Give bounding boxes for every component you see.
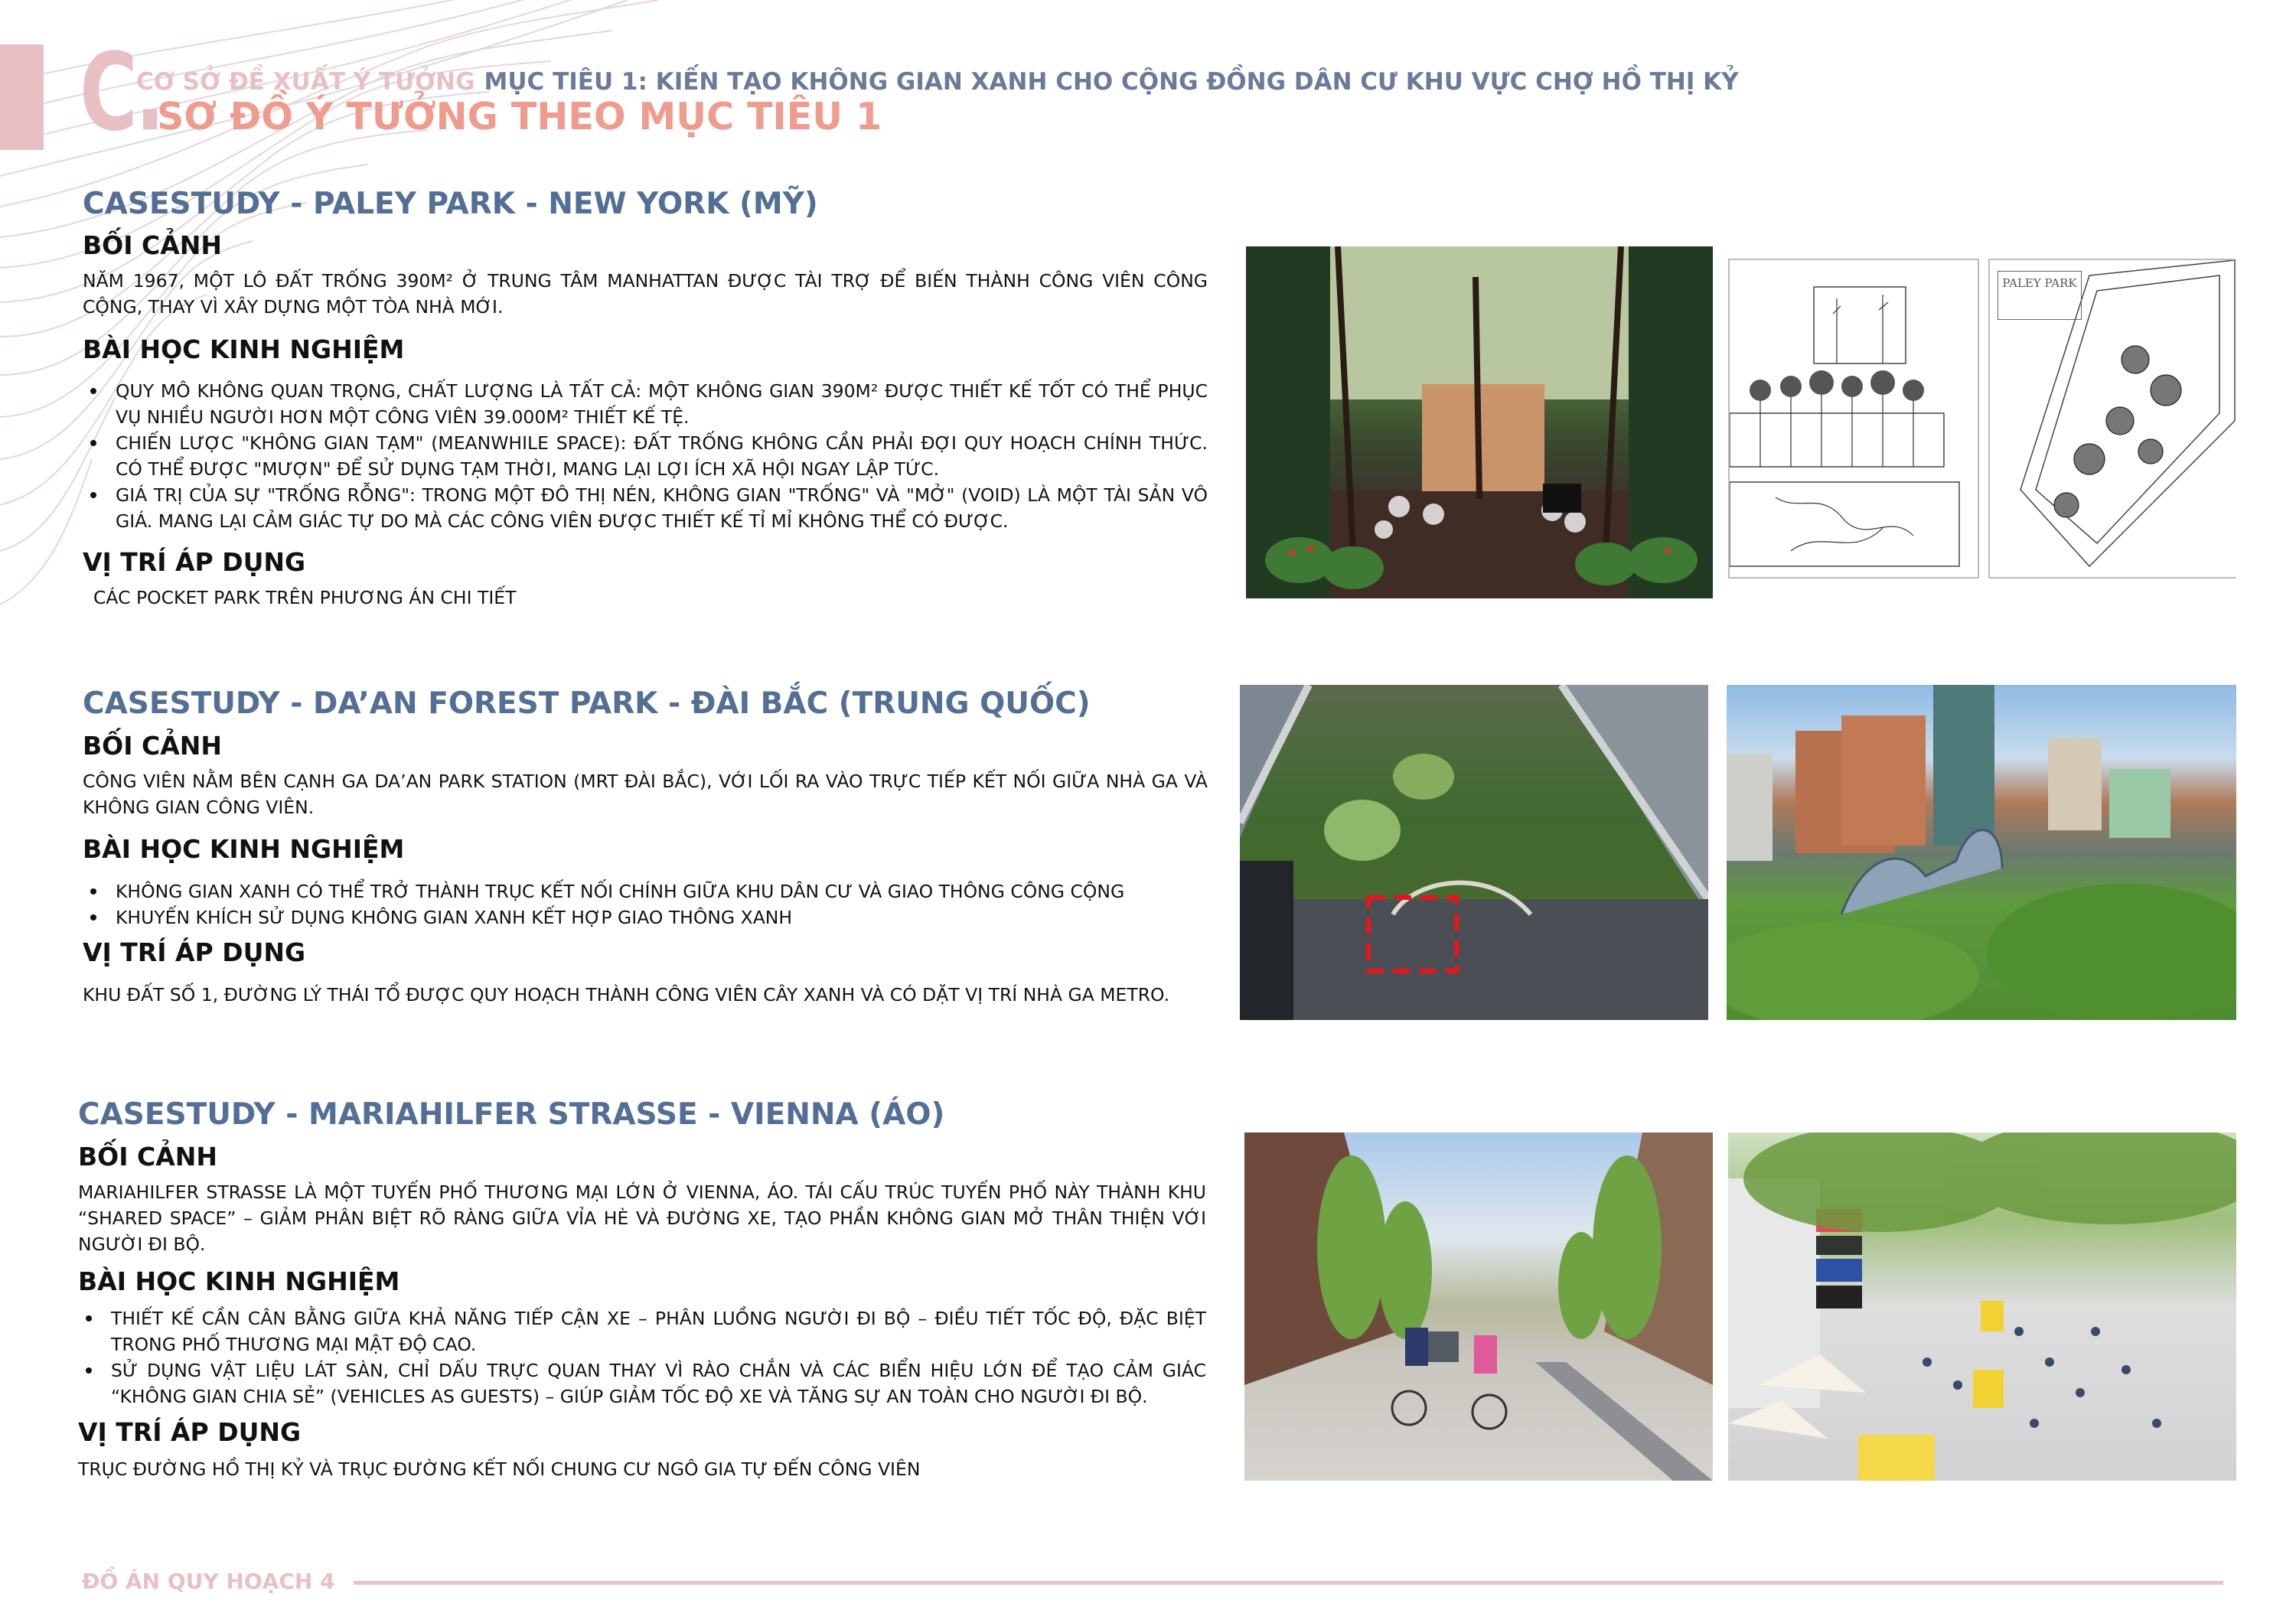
case-heading: CASESTUDY - PALEY PARK - NEW YORK (MỸ) — [83, 187, 818, 221]
mariahilfer-cyclists-photo — [1244, 1133, 1713, 1481]
street-crowd-illustration — [1728, 1133, 2236, 1481]
context-text: NĂM 1967, MỘT LÔ ĐẤT TRỐNG 390M² Ở TRUNG TÂM MANHATTAN ĐƯỢC TÀI TRỢ ĐỂ BIẾN THÀNH CÔNG VIÊN CÔNG CỘNG, THAY VÌ XÂY DỰNG MỘT TÒA NHÀ MỚI. — [83, 270, 1208, 318]
footer-project-label: ĐỒ ÁN QUY HOẠCH 4 — [82, 1569, 335, 1594]
paley-park-photo — [1246, 246, 1713, 598]
paley-park-drawings — [1728, 259, 2236, 580]
page-title: SƠ ĐỒ Ý TƯỞNG THEO MỤC TIÊU 1 — [157, 95, 882, 139]
context-text: MARIAHILFER STRASSE LÀ MỘT TUYẾN PHỐ THƯƠNG MẠI LỚN Ở VIENNA, ÁO. TÁI CẤU TRÚC TUYẾN PHỐ NÀY THÀNH KHU “SHARED SPACE” – GIẢM PHÂN BIỆT RÕ RÀNG GIỮA VỈA HÈ VÀ ĐƯỜNG XE, TẠO PHẦN KHÔNG GIAN MỞ THÂN THIỆN VỚI NGƯỜI ĐI BỘ. — [78, 1181, 1206, 1255]
lesson-item: KHUYẾN KHÍCH SỬ DỤNG KHÔNG GIAN XANH KẾT HỢP GIAO THÔNG XANH — [83, 904, 1208, 930]
section-plan-drawing — [1730, 260, 1978, 577]
lessons-label: BÀI HỌC KINH NGHIỆM — [78, 1266, 400, 1296]
lessons-label: BÀI HỌC KINH NGHIỆM — [83, 334, 405, 364]
lessons-list — [78, 1305, 1206, 1410]
station-park-illustration — [1727, 685, 2236, 1020]
context-label: BỐI CẢNH — [83, 230, 222, 260]
lessons-list — [83, 878, 1208, 930]
lesson-item: QUY MÔ KHÔNG QUAN TRỌNG, CHẤT LƯỢNG LÀ TẤT CẢ: MỘT KHÔNG GIAN 390M² ĐƯỢC THIẾT KẾ TỐT CÓ THỂ PHỤC VỤ NHIỀU NGƯỜI HƠN MỘT CÔNG VIÊN 39.000M² THIẾT KẾ TỆ. — [83, 378, 1208, 430]
section-letter: C. — [80, 31, 163, 155]
case-heading: CASESTUDY - DA’AN FOREST PARK - ĐÀI BẮC (TRUNG QUỐC) — [83, 686, 1091, 721]
courtyard-illustration — [1246, 246, 1713, 598]
lesson-item: KHÔNG GIAN XANH CÓ THỂ TRỞ THÀNH TRỤC KẾT NỐI CHÍNH GIỮA KHU DÂN CƯ VÀ GIAO THÔNG CÔNG CỘNG — [83, 878, 1208, 904]
subtitle-prefix: CƠ SỞ ĐỀ XUẤT Ý TƯỞNG — [136, 68, 475, 96]
subtitle-goal: MỤC TIÊU 1: KIẾN TẠO KHÔNG GIAN XANH CHO CỘNG ĐỒNG DÂN CƯ KHU VỰC CHỢ HỒ THỊ KỶ — [484, 68, 1739, 96]
lesson-item: SỬ DỤNG VẬT LIỆU LÁT SÀN, CHỈ DẤU TRỰC QUAN THAY VÌ RÀO CHẮN VÀ CÁC BIỂN HIỆU LỚN ĐỂ TẠO CẢM GIÁC “KHÔNG GIAN CHIA SẺ” (VEHICLES AS GUESTS) – GIÚP GIẢM TỐC ĐỘ XE VÀ TĂNG SỰ AN TOÀN CHO NGƯỜI ĐI BỘ. — [78, 1357, 1206, 1410]
application-label: VỊ TRÍ ÁP DỤNG — [78, 1417, 302, 1447]
application-label: VỊ TRÍ ÁP DỤNG — [83, 937, 306, 967]
context-label: BỐI CẢNH — [83, 731, 222, 761]
daan-aerial-photo — [1240, 685, 1708, 1020]
section-tab-marker — [0, 44, 44, 150]
case-heading: CASESTUDY - MARIAHILFER STRASSE - VIENNA (ÁO) — [78, 1097, 945, 1132]
context-label: BỐI CẢNH — [78, 1142, 217, 1172]
page-subtitle — [136, 70, 1739, 94]
application-text: CÁC POCKET PARK TRÊN PHƯƠNG ÁN CHI TIẾT — [93, 587, 517, 608]
lesson-item: THIẾT KẾ CẦN CÂN BẰNG GIỮA KHẢ NĂNG TIẾP CẬN XE – PHÂN LUỒNG NGƯỜI ĐI BỘ – ĐIỀU TIẾT TỐC ĐỘ, ĐẶC BIỆT TRONG PHỐ THƯƠNG MẠI MẬT ĐỘ CAO. — [78, 1305, 1206, 1357]
lessons-label: BÀI HỌC KINH NGHIỆM — [83, 834, 405, 864]
footer-divider — [354, 1581, 2223, 1585]
lesson-item: GIÁ TRỊ CỦA SỰ "TRỐNG RỖNG": TRONG MỘT ĐÔ THỊ NÉN, KHÔNG GIAN "TRỐNG" VÀ "MỞ" (VOID) LÀ MỘT TÀI SẢN VÔ GIÁ. MANG LẠI CẢM GIÁC TỰ DO MÀ CÁC CÔNG VIÊN ĐƯỢC THIẾT KẾ TỈ MỈ KHÔNG THỂ CÓ ĐƯỢC. — [83, 482, 1208, 534]
application-text: TRỤC ĐƯỜNG HỒ THỊ KỶ VÀ TRỤC ĐƯỜNG KẾT NỐI CHUNG CƯ NGÔ GIA TỰ ĐẾN CÔNG VIÊN — [78, 1458, 921, 1480]
application-text: KHU ĐẤT SỐ 1, ĐƯỜNG LÝ THÁI TỔ ĐƯỢC QUY HOẠCH THÀNH CÔNG VIÊN CÂY XANH VÀ CÓ DẶT VỊ TRÍ NHÀ GA METRO. — [83, 984, 1170, 1005]
drawing-title-block: PALEY PARK — [1998, 271, 2082, 320]
street-cyclists-illustration — [1244, 1133, 1713, 1481]
daan-station-photo — [1727, 685, 2236, 1020]
lessons-list — [83, 378, 1208, 534]
drawing-sheet-sections-plan — [1728, 259, 1979, 578]
context-text: CÔNG VIÊN NẰM BÊN CẠNH GA DA’AN PARK STATION (MRT ĐÀI BẮC), VỚI LỐI RA VÀO TRỰC TIẾP KẾT NỐI GIỮA NHÀ GA VÀ KHÔNG GIAN CÔNG VIÊN. — [83, 771, 1208, 818]
drawing-sheet-axonometric — [1988, 259, 2236, 578]
lesson-item: CHIẾN LƯỢC "KHÔNG GIAN TẠM" (MEANWHILE SPACE): ĐẤT TRỐNG KHÔNG CẦN PHẢI ĐỢI QUY HOẠCH CHÍNH THỨC. CÓ THỂ ĐƯỢC "MƯỢN" ĐỂ SỬ DỤNG TẠM THỜI, MANG LẠI LỢI ÍCH XÃ HỘI NGAY LẬP TỨC. — [83, 430, 1208, 482]
aerial-park-illustration — [1240, 685, 1708, 1020]
application-label: VỊ TRÍ ÁP DỤNG — [83, 547, 306, 577]
mariahilfer-crowd-photo — [1728, 1133, 2236, 1481]
